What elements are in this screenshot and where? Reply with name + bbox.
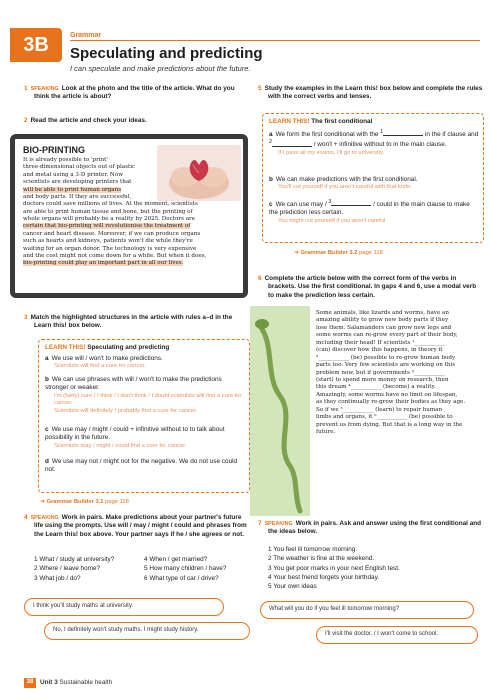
highlight: will be able to print human organs (23, 186, 122, 193)
prompt-item: 6 What type of car / drive? (144, 574, 219, 582)
exercise-5 (258, 85, 483, 102)
article-line: such as hearts and kidneys, patients won't die while they're (23, 238, 193, 245)
prompt-item: 2 Where / leave home? (34, 565, 101, 573)
prompt-item: 3 What job / do? (34, 574, 81, 582)
arrow-icon: ➜ (294, 250, 301, 256)
rule-example: You might cut yourself if you aren't careful. (278, 217, 387, 224)
article-line: It is already possible to 'print' (23, 157, 108, 163)
page-title: Speculating and predicting (70, 45, 263, 62)
exercise-text: Work in pairs. Ask and answer using the first conditional and the ideas below. (268, 520, 482, 536)
answer-blank[interactable] (383, 130, 423, 136)
exercise-text: Look at the photo and the title of the article. What do you think the article is about? (34, 85, 235, 101)
rule-text: in the if clause and (424, 131, 479, 139)
salamander-photo (250, 306, 310, 516)
exercise-text: Study the examples in the Learn this! box below and complete the rules with the correct verbs and tenses. (264, 85, 483, 101)
article-line: scientists are developing printers that (23, 179, 132, 186)
article-line: as they continually re-grow their bodies as they age. (316, 399, 466, 406)
speech-bubble: What will you do if you feel ill tomorrow morning? (260, 601, 474, 619)
exercise-number: 7 (258, 520, 262, 527)
article-line: problem now, but if governments ³___________ (316, 369, 445, 376)
article-line: and body parts. If they are successful, (23, 193, 132, 200)
exercise-text: Work in pairs. Make predictions about your partner's future life using the prompts. Use will / may / might / could and phrases from the Learn this! box above. Your partner says if he / she agrees or not. (34, 514, 247, 538)
rule-b (45, 376, 245, 415)
rule-letter: d (45, 458, 49, 465)
speaking-tag: SPEAKING (264, 521, 293, 527)
article-line: (start) to spend more money on research, then (316, 376, 449, 383)
idea-item: 4 Your best friend forgets your birthday. (268, 573, 380, 581)
speaking-tag: SPEAKING (30, 86, 59, 92)
prompt-list (34, 556, 249, 583)
rule-text: / won't + infinitive without to in the main clause. (313, 141, 447, 149)
rule-text: We can use may / (275, 201, 327, 209)
article-line (23, 260, 245, 267)
arrow-icon: ➜ (40, 499, 47, 505)
rule-a (269, 129, 479, 157)
exercise-number: 2 (24, 117, 28, 124)
rule-a (45, 355, 245, 371)
article-line: Amazingly, some worms have no limit on lifespan, (316, 391, 458, 398)
rule-example: Scientists will find a cure for cancer. (54, 363, 146, 370)
article-body (23, 157, 245, 268)
learn-this-box-right (262, 113, 484, 243)
idea-item: 5 Your own ideas (268, 583, 317, 591)
speaking-tag: SPEAKING (30, 515, 59, 521)
highlight: certain that bio-printing will revolutionise the treatment of (23, 223, 191, 230)
rule-c (269, 199, 479, 225)
ideas-list (268, 545, 483, 591)
rule-example: If I pass all my exams, I'll go to university. (278, 149, 385, 156)
article-line: limbs and organs, it ⁶___________ (be) possible to (316, 414, 453, 421)
idea-item: 2 The weather is fine at the weekend. (268, 555, 375, 563)
rule-letter: b (269, 176, 273, 183)
grammar-builder-page: page 118 (359, 250, 383, 256)
article-line: some worms can re-grow every part of their body, (316, 332, 458, 339)
rule-text: We form the first conditional with the (275, 131, 379, 139)
exercise-number: 5 (258, 85, 262, 92)
article-line: So if we ⁵___________ (learn) to repair human (316, 406, 443, 413)
article-line: ²___________ (be) possible to re-grow human body (316, 354, 456, 361)
article-line: future. (316, 429, 336, 435)
learn-this-heading (45, 344, 169, 352)
footer-unit-label: Unit 3 (40, 679, 58, 686)
rule-letter: b (45, 376, 49, 383)
learn-this-label: LEARN THIS! (45, 344, 86, 351)
rule-text: We can use phrases with will / won't to make the predictions stronger or weaker. (45, 376, 222, 392)
article-line: are able to print human tissue and bone, but the printing of (23, 208, 193, 215)
rule-text: / could in the main clause to make the prediction less certain. (269, 201, 470, 217)
article-line: parts too. Very few scientists are working on this (316, 362, 456, 369)
idea-item: 3 You get poor marks in your next English test. (268, 564, 400, 572)
rule-text: We can make predictions with the first conditional. (275, 176, 418, 183)
answer-blank[interactable] (272, 141, 312, 147)
rule-example: You'll cut yourself if you aren't careful with that knife. (278, 184, 412, 191)
rule-d (45, 458, 245, 475)
prompt-item: 5 How many children / have? (144, 565, 227, 573)
rule-letter: a (45, 355, 49, 362)
article-box (10, 134, 248, 298)
article-line: cancer and heart disease. Moreover, if we can produce organs (23, 230, 201, 237)
grammar-builder-link-left[interactable] (40, 499, 129, 507)
gap-number: 1 (380, 129, 384, 135)
exercise-1 (24, 85, 249, 102)
highlight: bio-printing could play an important part in all our lives. (23, 260, 184, 267)
learn-this-title: Speculating and predicting (87, 344, 170, 351)
rule-example: Scientists may / might / could find a cure for cancer. (54, 442, 187, 449)
learn-this-label: LEARN THIS! (269, 118, 310, 125)
rule-b (269, 176, 479, 192)
exercise-3 (24, 314, 249, 331)
speech-bubble: I'll visit the doctor. / I won't come to school. (316, 626, 478, 644)
speech-bubble: No, I definitely won't study maths. I might study history. (44, 622, 250, 640)
rule-text: We use will / won't to make predictions. (51, 355, 163, 362)
article-line: including their head! If scientists ¹___________ (316, 339, 446, 346)
article-line (23, 187, 245, 194)
article-line: doctors could save millions of lives. At the moment, scientists (23, 201, 198, 208)
footer-unit (40, 679, 112, 687)
unit-badge: 3B (10, 28, 62, 62)
rule-example: I'm (fairly) sure / I think / I don't think / I doubt scientists will find a cure for cancer. (54, 392, 242, 407)
article-line: prevent us from dying. But that is a long way in the (316, 421, 463, 428)
exercise-number: 3 (24, 314, 28, 321)
exercise-2 (24, 117, 249, 125)
article-line: amazing ability to grow new body parts if they (316, 317, 449, 324)
article-line: Some animals, like lizards and worms, have an (316, 310, 449, 316)
exercise-number: 6 (258, 275, 262, 282)
article-line: (can) discover how this happens, in theory it (316, 347, 443, 354)
article-line: and metal using a 3-D printer. Now (23, 171, 123, 178)
article-line: waiting for an organ donor. The technology is very expensive (23, 245, 197, 252)
exercise-text: Read the article and check your ideas. (30, 117, 147, 124)
rule-letter: c (45, 426, 49, 433)
article-title: BIO-PRINTING (23, 145, 85, 155)
idea-item: 1 You feel ill tomorrow morning. (268, 546, 358, 553)
salamander-article (316, 310, 486, 436)
salamander-illustration (250, 306, 310, 516)
exercise-6 (258, 275, 483, 300)
article-line: lose them. Salamanders can grow new legs and (316, 324, 452, 331)
exercise-number: 4 (24, 514, 28, 521)
exercise-text: Complete the article below with the correct form of the verbs in brackets. Use the first conditional. In gaps 4 and 6, use a modal verb to make the prediction less certain. (264, 275, 477, 299)
page-number: 38 (24, 678, 36, 688)
exercise-number: 1 (24, 85, 28, 92)
article-line (23, 223, 245, 230)
rule-text: We use may not / might not for the negative. We do not use could not. (45, 458, 238, 474)
grammar-builder-label: Grammar Builder 3.1 (46, 499, 104, 505)
rule-example: Scientists will definitely / probably find a cure for cancer. (54, 407, 198, 414)
exercise-7 (258, 520, 483, 537)
footer-topic: Sustainable health (59, 679, 113, 686)
rule-letter: c (269, 201, 273, 209)
header-rule (70, 40, 480, 41)
grammar-builder-link-right[interactable] (294, 250, 383, 258)
article-line: three-dimensional objects out of plastic (23, 164, 136, 171)
page-subtitle: I can speculate and make predictions about the future. (70, 64, 251, 73)
speech-bubble: I think you'll study maths at university. (24, 598, 224, 616)
gap-number: 2 (269, 139, 272, 146)
grammar-builder-label: Grammar Builder 3.2 (300, 250, 358, 256)
grammar-builder-page: page 118 (105, 499, 129, 505)
section-label: Grammar (70, 32, 102, 39)
answer-blank[interactable] (331, 200, 371, 206)
article-line: and the cost might not come down for a while. But when it does, (23, 252, 207, 259)
rule-c (45, 426, 245, 450)
article-line: this dream ⁴___________ (become) a reality. (316, 384, 436, 391)
prompt-item: 1 What / study at university? (34, 556, 115, 563)
exercise-4 (24, 514, 249, 539)
exercise-text: Match the highlighted structures in the article with rules a–d in the Learn this! box below. (30, 314, 233, 330)
rule-text: We use may / might / could + infinitive without to to talk about possibility in the future. (45, 426, 225, 442)
article-line: whole organs will probably be a reality by 2025. Doctors are (23, 216, 196, 222)
rule-letter: a (269, 131, 273, 139)
learn-this-heading (269, 118, 372, 126)
gap-number: 3 (328, 199, 332, 205)
learn-this-title: The first conditional (311, 118, 373, 125)
learn-this-box-left (38, 339, 250, 493)
prompt-item: 4 When / get married? (144, 556, 208, 563)
